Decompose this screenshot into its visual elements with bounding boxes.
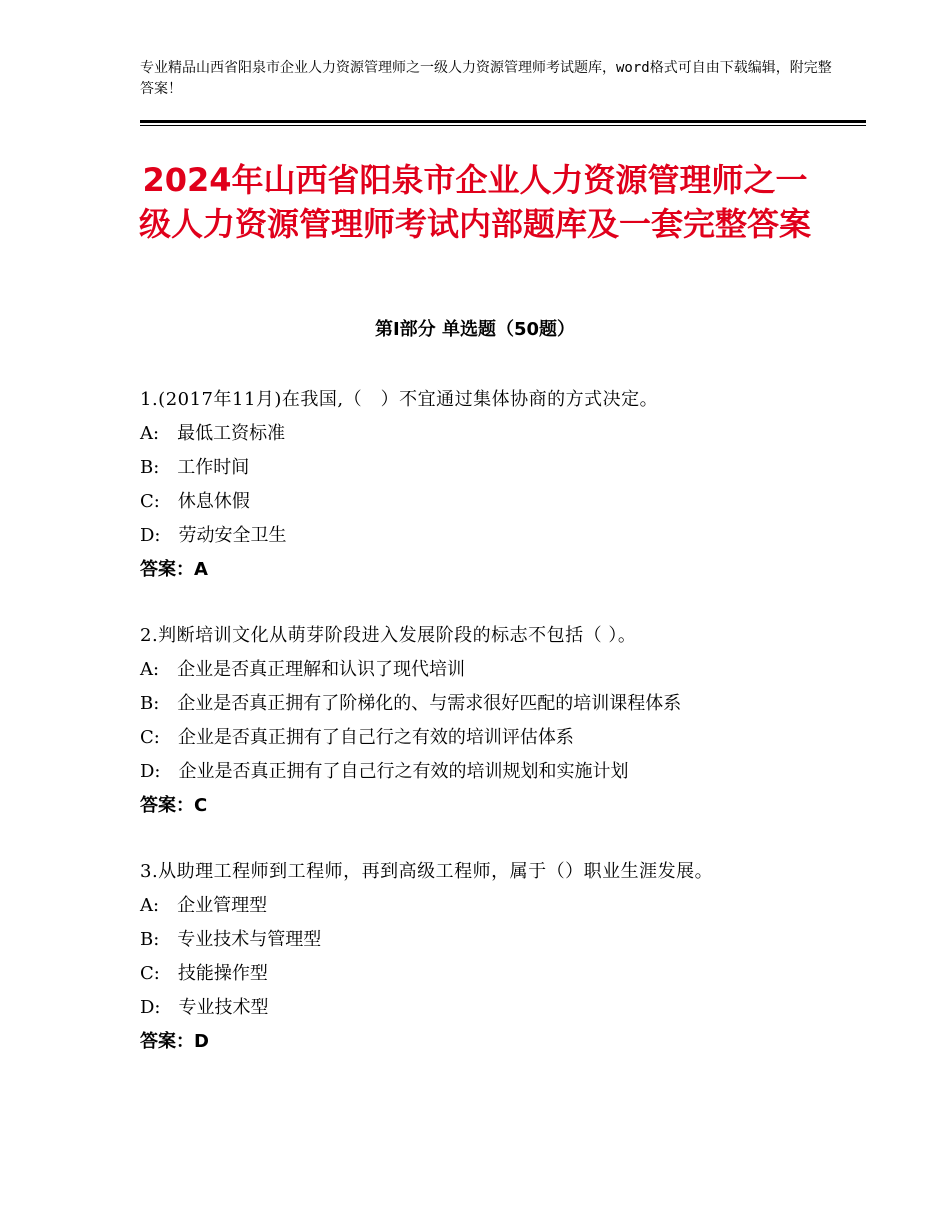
option-c: C: 技能操作型 bbox=[140, 963, 268, 984]
option-d: D: 劳动安全卫生 bbox=[140, 525, 287, 546]
option-c: C: 休息休假 bbox=[140, 491, 250, 512]
question-3 bbox=[140, 855, 820, 1059]
option-d: D: 专业技术型 bbox=[140, 997, 269, 1018]
option-a: A: 企业是否真正理解和认识了现代培训 bbox=[140, 659, 466, 680]
header-rule-thick bbox=[140, 120, 866, 123]
section-title: 第Ⅰ部分 单选题（50题） bbox=[374, 319, 575, 340]
answer: 答案：A bbox=[140, 559, 208, 580]
question-1 bbox=[140, 383, 820, 587]
header-note: 专业精品山西省阳泉市企业人力资源管理师之一级人力资源管理师考试题库，word格式可自由下载编辑，附完整答案！ bbox=[140, 60, 832, 97]
option-a: A: 企业管理型 bbox=[140, 895, 268, 916]
option-c: C: 企业是否真正拥有了自己行之有效的培训评估体系 bbox=[140, 727, 574, 748]
option-d: D: 企业是否真正拥有了自己行之有效的培训规划和实施计划 bbox=[140, 761, 629, 782]
option-b: B: 专业技术与管理型 bbox=[140, 929, 322, 950]
question-stem: 1.(2017年11月)在我国,（ ）不宜通过集体协商的方式决定。 bbox=[140, 389, 659, 410]
option-b: B: 企业是否真正拥有了阶梯化的、与需求很好匹配的培训课程体系 bbox=[140, 693, 682, 714]
option-a: A: 最低工资标准 bbox=[140, 423, 286, 444]
answer: 答案：D bbox=[140, 1031, 209, 1052]
question-list bbox=[140, 383, 820, 1091]
question-2 bbox=[140, 619, 820, 823]
header-rule-thin bbox=[140, 125, 866, 126]
option-b: B: 工作时间 bbox=[140, 457, 250, 478]
question-stem: 3.从助理工程师到工程师，再到高级工程师，属于（）职业生涯发展。 bbox=[140, 861, 714, 882]
document-title: 2024年山西省阳泉市企业人力资源管理师之一级人力资源管理师考试内部题库及一套完整答案 bbox=[138, 161, 811, 243]
answer: 答案：C bbox=[140, 795, 208, 816]
question-stem: 2.判断培训文化从萌芽阶段进入发展阶段的标志不包括（ ）。 bbox=[140, 625, 637, 646]
